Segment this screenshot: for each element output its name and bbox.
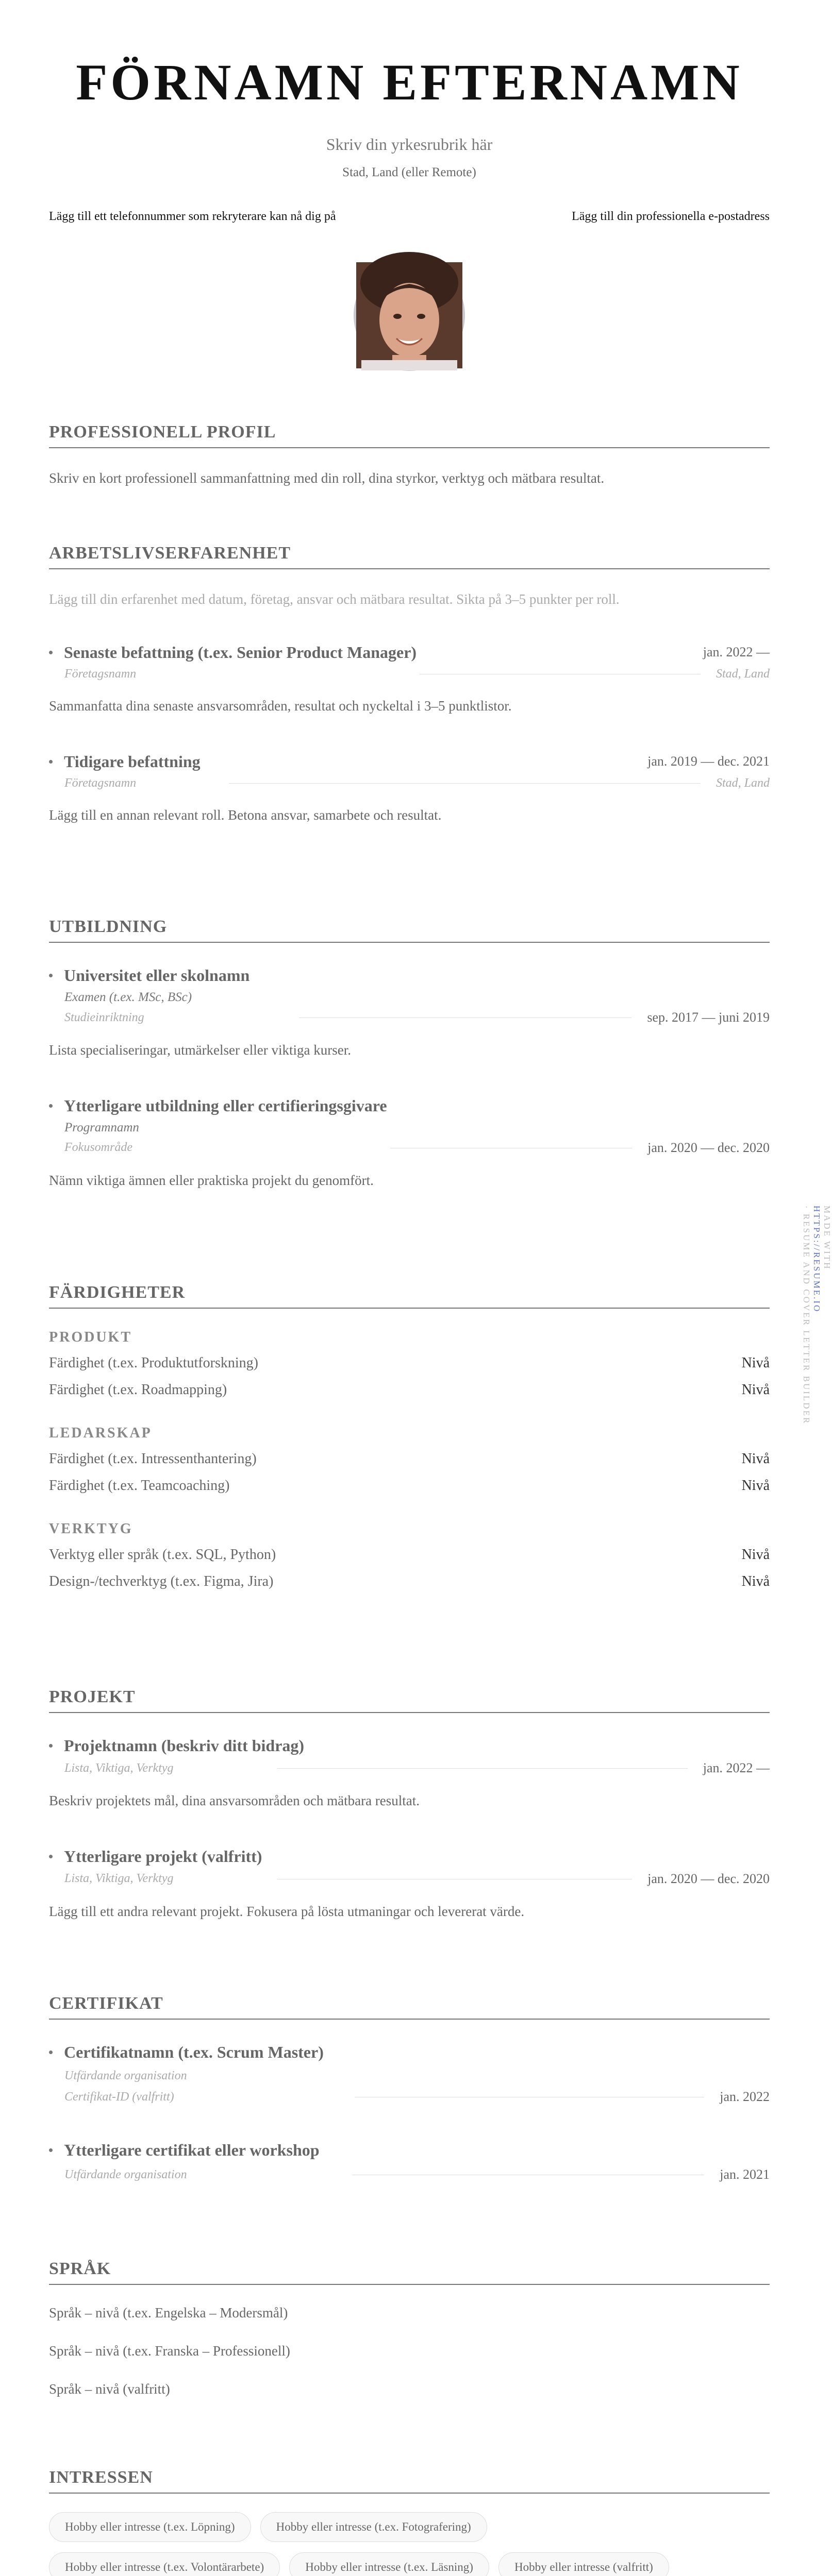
email-text[interactable]: Lägg till din professionella e-postadress — [572, 210, 770, 223]
bullet-icon — [49, 1855, 53, 1858]
education-date: jan. 2020 — dec. 2020 — [647, 1140, 770, 1155]
degree: Examen (t.ex. MSc, BSc) — [64, 990, 192, 1004]
work-entry — [49, 643, 770, 716]
made-with-prefix: MADE WITH — [822, 1206, 832, 1270]
company-name: Företagsnamn — [64, 776, 137, 790]
leader-line — [352, 2174, 705, 2175]
interests-row — [49, 2552, 770, 2576]
certificates-heading: CERTIFIKAT — [49, 1994, 770, 2020]
made-with-line — [801, 1206, 832, 1425]
education-desc: Nämn viktiga ämnen eller praktiska projekt du genomfört. — [49, 1172, 374, 1188]
bullet-icon — [49, 651, 53, 654]
work-heading: ARBETSLIVSERFARENHET — [49, 544, 770, 569]
skill-row — [49, 1451, 770, 1467]
project-date: jan. 2020 — dec. 2020 — [647, 1871, 770, 1886]
profile-photo — [354, 260, 465, 371]
work-desc: Lägg till en annan relevant roll. Betona ansvar, samarbete och resultat. — [49, 807, 442, 823]
skill-row — [49, 1547, 770, 1563]
degree: Programnamn — [64, 1120, 139, 1134]
profile-section — [49, 422, 770, 488]
education-section — [49, 917, 770, 1191]
skill-level: Nivå — [741, 1547, 770, 1563]
interest-chip: Hobby eller intresse (t.ex. Volontärarbete) — [49, 2552, 280, 2576]
candidate-name: FÖRNAMN EFTERNAMN — [76, 54, 743, 111]
skill-name: Verktyg eller språk (t.ex. SQL, Python) — [49, 1547, 276, 1563]
work-title: Senaste befattning (t.ex. Senior Product Manager) — [64, 642, 417, 662]
certificate-title: Certifikatnamn (t.ex. Scrum Master) — [64, 2043, 324, 2061]
project-entry — [49, 1736, 770, 1811]
education-desc: Lista specialiseringar, utmärkelser eller viktiga kurser. — [49, 1042, 351, 1058]
phone-text[interactable]: Lägg till ett telefonnummer som rekryterare kan nå dig på — [49, 210, 336, 223]
school-name: Universitet eller skolnamn — [64, 966, 250, 985]
made-with-link[interactable]: HTTPS://RESUME.IO — [812, 1206, 822, 1313]
skill-level: Nivå — [741, 1382, 770, 1398]
leader-line — [420, 673, 701, 674]
bullet-icon — [49, 2148, 53, 2152]
work-desc: Sammanfatta dina senaste ansvarsområden, resultat och nyckeltal i 3–5 punktlistor. — [49, 698, 512, 714]
work-date: jan. 2019 — dec. 2021 — [647, 754, 770, 769]
certificate-entry — [49, 2043, 770, 2105]
language-item: Språk – nivå (t.ex. Franska – Professionell) — [49, 2343, 290, 2359]
interests-section — [49, 2468, 770, 2576]
skill-row — [49, 1478, 770, 1494]
project-date: jan. 2022 — — [703, 1760, 770, 1775]
languages-heading: SPRÅK — [49, 2259, 770, 2285]
work-entry — [49, 752, 770, 825]
projects-heading: PROJEKT — [49, 1687, 770, 1713]
interest-chip: Hobby eller intresse (t.ex. Fotografering) — [260, 2512, 487, 2542]
bullet-icon — [49, 1744, 53, 1748]
skill-category: PRODUKT — [49, 1329, 132, 1345]
project-tools: Lista, Viktiga, Verktyg — [64, 1872, 174, 1886]
bullet-icon — [49, 1104, 53, 1108]
bullet-icon — [49, 2050, 53, 2054]
skill-row — [49, 1573, 770, 1590]
education-date: sep. 2017 — juni 2019 — [647, 1010, 770, 1025]
work-title: Tidigare befattning — [64, 752, 201, 771]
interest-chip: Hobby eller intresse (t.ex. Löpning) — [49, 2512, 251, 2542]
skill-category: VERKTYG — [49, 1521, 133, 1537]
profile-heading: PROFESSIONELL PROFIL — [49, 422, 770, 448]
work-place: Stad, Land — [715, 667, 770, 681]
avatar-portrait-icon — [356, 262, 462, 368]
bullet-icon — [49, 760, 53, 764]
certificate-entry — [49, 2141, 770, 2182]
language-item: Språk – nivå (t.ex. Engelska – Modersmål) — [49, 2305, 288, 2320]
interest-chip: Hobby eller intresse (valfritt) — [498, 2552, 669, 2576]
project-title: Projektnamn (beskriv ditt bidrag) — [64, 1736, 305, 1755]
skill-level: Nivå — [741, 1451, 770, 1467]
skills-section — [49, 1283, 770, 1590]
leader-line — [390, 1147, 632, 1148]
company-name: Företagsnamn — [64, 667, 137, 681]
project-tools: Lista, Viktiga, Verktyg — [64, 1761, 174, 1775]
interests-row — [49, 2512, 770, 2542]
skill-level: Nivå — [741, 1478, 770, 1494]
skill-name: Färdighet (t.ex. Teamcoaching) — [49, 1478, 230, 1494]
interests-heading: INTRESSEN — [49, 2468, 770, 2494]
location: Stad, Land (eller Remote) — [342, 165, 476, 179]
language-item: Språk – nivå (valfritt) — [49, 2381, 170, 2397]
made-with-banner — [801, 1206, 832, 1623]
project-entry — [49, 1847, 770, 1922]
work-date: jan. 2022 — — [703, 645, 770, 660]
school-name: Ytterligare utbildning eller certifieringsgivare — [64, 1096, 387, 1115]
bullet-icon — [49, 974, 53, 977]
certificate-date: jan. 2021 — [720, 2167, 770, 2182]
skill-name: Färdighet (t.ex. Roadmapping) — [49, 1382, 227, 1398]
education-heading: UTBILDNING — [49, 917, 770, 943]
skill-name: Färdighet (t.ex. Produktutforskning) — [49, 1355, 258, 1371]
project-desc: Lägg till ett andra relevant projekt. Fokusera på lösta utmaningar och levererat värde. — [49, 1903, 525, 1919]
work-place: Stad, Land — [715, 776, 770, 790]
languages-section — [49, 2259, 770, 2399]
skill-name: Design-/techverktyg (t.ex. Figma, Jira) — [49, 1573, 274, 1589]
skill-level: Nivå — [741, 1573, 770, 1589]
skill-row — [49, 1382, 770, 1398]
skills-heading: FÄRDIGHETER — [49, 1283, 770, 1309]
skill-category: LEDARSKAP — [49, 1425, 152, 1441]
leader-line — [299, 1017, 632, 1018]
certificates-section — [49, 1994, 770, 2182]
contact-row — [49, 210, 770, 224]
education-entry — [49, 966, 770, 1060]
skill-name: Färdighet (t.ex. Intressenthantering) — [49, 1451, 257, 1467]
leader-line — [355, 2096, 705, 2097]
work-intro: Lägg till din erfarenhet med datum, företag, ansvar och mätbara resultat. Sikta på 3–5 punkter per roll. — [49, 591, 620, 607]
certificate-date: jan. 2022 — [720, 2089, 770, 2104]
issuing-org: Utfärdande organisation — [64, 2167, 187, 2181]
issuing-org: Utfärdande organisation — [64, 2069, 187, 2082]
made-with-suffix: · RESUME AND COVER LETTER BUILDER — [802, 1206, 811, 1425]
projects-section — [49, 1687, 770, 1922]
profile-text: Skriv en kort professionell sammanfattning med din roll, dina styrkor, verktyg och mätbara resultat. — [49, 470, 605, 486]
leader-line — [277, 1878, 633, 1879]
resume-page — [49, 0, 770, 2573]
work-section — [49, 544, 770, 825]
project-desc: Beskriv projektets mål, dina ansvarsområden och mätbara resultat. — [49, 1793, 420, 1808]
certificate-title: Ytterligare certifikat eller workshop — [64, 2141, 320, 2159]
interest-chip: Hobby eller intresse (t.ex. Läsning) — [289, 2552, 489, 2576]
project-title: Ytterligare projekt (valfritt) — [64, 1846, 262, 1866]
study-field: Studieinriktning — [64, 1010, 144, 1024]
education-entry — [49, 1096, 770, 1191]
leader-line — [229, 783, 701, 784]
skill-row — [49, 1355, 770, 1371]
certificate-id: Certifikat-ID (valfritt) — [64, 2090, 174, 2104]
study-field: Fokusområde — [64, 1141, 132, 1155]
job-title: Skriv din yrkesrubrik här — [326, 135, 493, 154]
leader-line — [277, 1768, 688, 1769]
skill-level: Nivå — [741, 1355, 770, 1371]
